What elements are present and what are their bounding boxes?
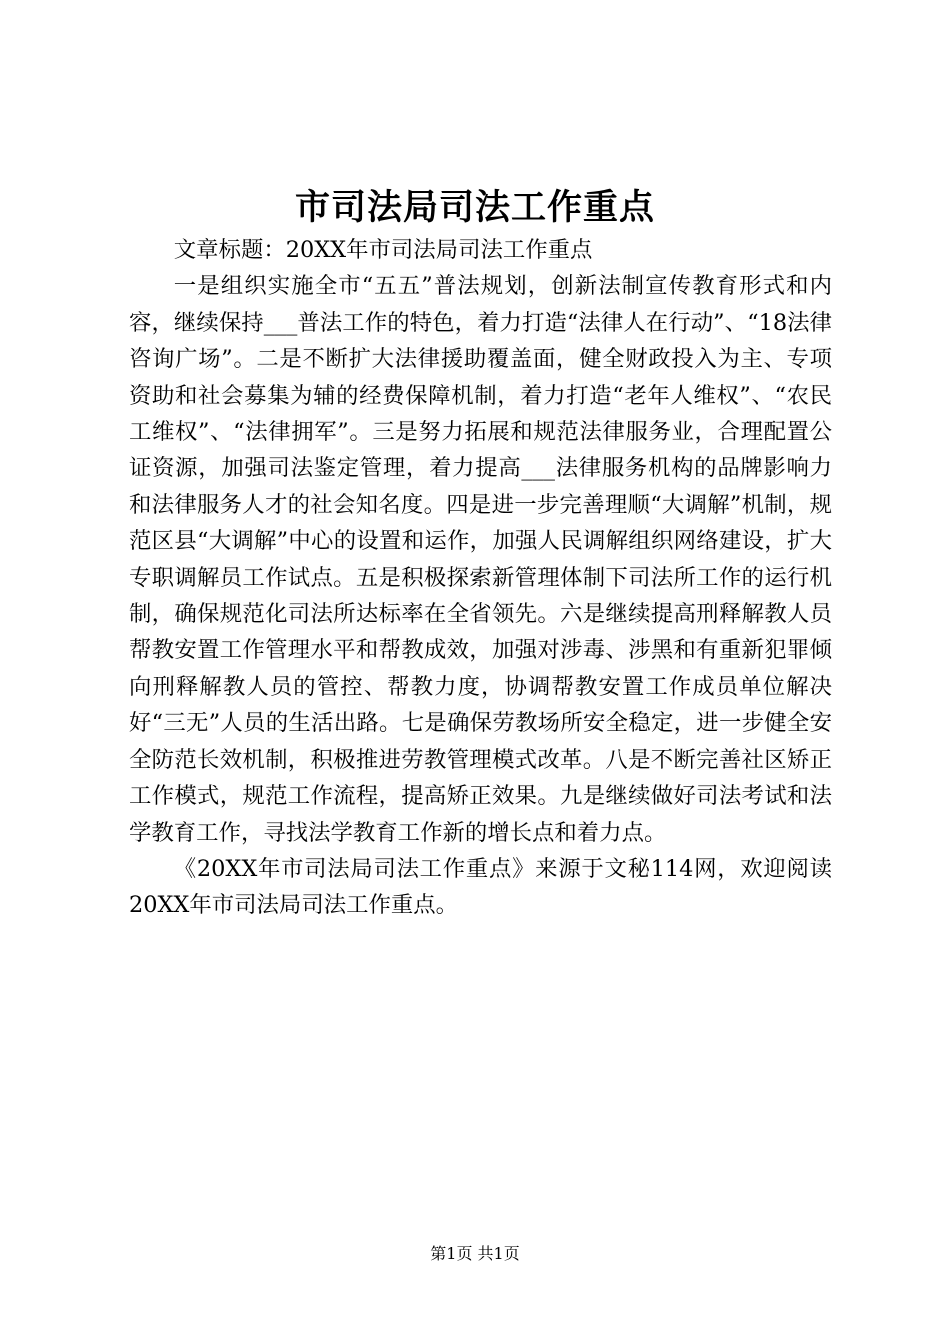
document-body [129, 232, 832, 924]
source-paragraph: 《20XX年市司法局司法工作重点》来源于文秘114网，欢迎阅读20XX年市司法局司法工作重点。 [129, 855, 832, 919]
article-title-line: 文章标题：20XX年市司法局司法工作重点 [173, 237, 593, 263]
main-paragraph: 一是组织实施全市“五五”普法规划，创新法制宣传教育形式和内容，继续保持___普法工作的特色，着力打造“法律人在行动”、“18法律咨询广场”。二是不断扩大法律援助覆盖面，健全财政投入为主、专项资助和社会募集为辅的经费保障机制，着力打造“老年人维权”、“农民工维权”、“法律拥军”。三是努力拓展和规范法律服务业，合理配置公证资源，加强司法鉴定管理，着力提高___法律服务机构的品牌影响力和法律服务人才的社会知名度。四是进一步完善理顺“大调解”机制，规范区县“大调解”中心的设置和运作，加强人民调解组织网络建设，扩大专职调解员工作试点。五是积极探索新管理体制下司法所工作的运行机制，确保规范化司法所达标率在全省领先。六是继续提高刑释解教人员帮教安置工作管理水平和帮教成效，加强对涉毒、涉黑和有重新犯罪倾向刑释解教人员的管控、帮教力度，协调帮教安置工作成员单位解决好“三无”人员的生活出路。七是确保劳教场所安全稳定，进一步健全安全防范长效机制，积极推进劳教管理模式改革。八是不断完善社区矫正工作模式，规范工作流程，提高矫正效果。九是继续做好司法考试和法学教育工作，寻找法学教育工作新的增长点和着力点。 [129, 273, 832, 846]
document-title: 市司法局司法工作重点 [294, 187, 655, 228]
page-footer: 第1页 共1页 [430, 1244, 520, 1263]
